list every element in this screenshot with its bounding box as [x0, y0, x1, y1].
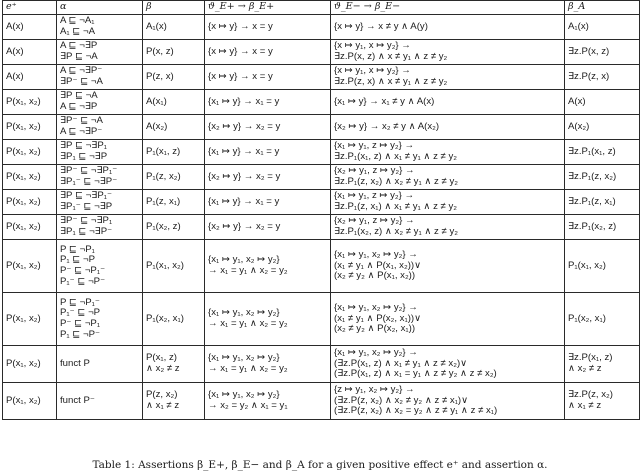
cell-theta-minus: [331, 140, 565, 165]
cell-theta-minus: [331, 346, 565, 383]
table-row: [3, 115, 640, 140]
cell-alpha-line: ∃P ⊑ ¬∃P₁: [60, 140, 107, 152]
cell-theta-minus-line: ∃z.P₁(x₁, z) ∧ x₁ ≠ y₁ ∧ z ≠ y₂: [334, 151, 457, 162]
cell-beta-a: [565, 65, 640, 90]
cell-alpha: [57, 165, 143, 190]
cell-theta-plus-line: → x₁ = y₁ ∧ x₂ = y₂: [208, 363, 288, 374]
table-caption: Table 1: Assertions β_E+, β_E− and β_A for a given positive effect e⁺ and assertion α.: [92, 459, 548, 471]
cell-beta: [143, 90, 205, 115]
cell-alpha: [57, 115, 143, 140]
cell-e-plus: [3, 346, 57, 383]
cell-beta-a-line: ∃z.P(x₁, z): [568, 352, 613, 364]
cell-alpha-line: A₁ ⊑ ¬A: [60, 26, 96, 37]
cell-beta-a-line: ∃z.P(x, z): [568, 45, 610, 57]
cell-alpha: [57, 15, 143, 40]
cell-alpha-line: ∃P₁ ⊑ ¬∃P: [60, 151, 108, 162]
table-row: [3, 215, 640, 240]
header-e-plus: e⁺: [3, 1, 57, 15]
cell-alpha-line: A ⊑ ¬∃P: [60, 40, 98, 52]
cell-theta-plus: [205, 40, 331, 65]
cell-theta-minus-line: {x ↦ y₁, x ↦ y₂} →: [334, 40, 411, 52]
cell-beta: [143, 115, 205, 140]
cell-theta-minus-line: {x₂ ↦ y} → x₂ ≠ y ∧ A(x₂): [334, 120, 440, 132]
cell-theta-plus: [205, 15, 331, 40]
cell-beta-a-line: A(x): [568, 95, 586, 107]
cell-beta-a: [565, 240, 640, 293]
cell-theta-minus-line: {x ↦ y} → x ≠ y ∧ A(y): [334, 20, 428, 32]
cell-beta-a: [565, 15, 640, 40]
cell-alpha-line: P₁ ⊑ ¬P⁻: [60, 328, 101, 340]
cell-theta-plus: [205, 115, 331, 140]
cell-e-plus: [3, 65, 57, 90]
cell-beta: [143, 15, 205, 40]
cell-e-plus: [3, 190, 57, 215]
cell-beta-line: P₁(x₂, x₁): [146, 312, 184, 324]
cell-beta-line: P₁(x₁, x₂): [146, 259, 184, 271]
cell-e-plus: [3, 165, 57, 190]
cell-alpha-line: ∃P₁ ⊑ ¬∃P⁻: [60, 226, 113, 237]
cell-theta-minus-line: ∃z.P(x, z) ∧ x ≠ y₁ ∧ z ≠ y₂: [334, 51, 448, 62]
cell-beta-line: P₁(x₁, z): [146, 145, 181, 157]
cell-beta-a: [565, 215, 640, 240]
cell-e-plus-text: P(x₁, x₂): [6, 312, 41, 324]
cell-beta: [143, 346, 205, 383]
cell-e-plus-text: P(x₁, x₂): [6, 95, 41, 107]
cell-theta-minus: [331, 90, 565, 115]
cell-e-plus-text: A(x): [6, 45, 24, 57]
table-header-row: [3, 1, 640, 15]
cell-theta-minus-line: {x₁ ↦ y₁, x₂ ↦ y₂} →: [334, 249, 418, 261]
table-row: [3, 165, 640, 190]
cell-theta-minus-line: {x₁ ↦ y₁, x₂ ↦ y₂} →: [334, 347, 418, 359]
table-row: [3, 190, 640, 215]
cell-theta-plus-line: {x ↦ y} → x = y: [208, 20, 273, 32]
cell-theta-minus-line: (∃z.P(x₁, z) ∧ x₁ = y₁ ∧ z ≠ y₂ ∧ z ≠ x₂): [334, 368, 497, 380]
cell-theta-plus-line: {x₂ ↦ y} → x₂ = y: [208, 220, 281, 232]
table-row: [3, 240, 640, 293]
cell-beta-a: [565, 346, 640, 383]
cell-beta-line: ∧ x₁ ≠ z: [146, 400, 180, 411]
cell-theta-minus-line: (x₂ ≠ y₂ ∧ P(x₁, x₂)): [334, 270, 416, 282]
cell-theta-minus-line: {x₁ ↦ y} → x₁ ≠ y ∧ A(x): [334, 95, 435, 107]
header-beta: β: [143, 1, 205, 15]
cell-beta-a-line: ∃z.P(z, x): [568, 70, 610, 82]
cell-theta-plus-line: {x ↦ y} → x = y: [208, 70, 273, 82]
cell-beta-a-line: ∃z.P₁(x₁, z): [568, 145, 616, 157]
cell-beta-a-line: A(x₂): [568, 120, 590, 132]
cell-e-plus-text: A(x): [6, 70, 24, 82]
cell-theta-minus: [331, 15, 565, 40]
cell-alpha: [57, 240, 143, 293]
cell-theta-minus-line: (x₁ ≠ y₁ ∧ P(x₁, x₂))∨: [334, 259, 422, 271]
cell-beta: [143, 383, 205, 420]
table-row: [3, 15, 640, 40]
assertions-table: [2, 0, 640, 420]
cell-beta: [143, 40, 205, 65]
cell-beta-a: [565, 115, 640, 140]
table-row: [3, 383, 640, 420]
cell-beta-a-line: ∃z.P₁(z, x₂): [568, 170, 617, 182]
cell-alpha: [57, 40, 143, 65]
table-row: [3, 346, 640, 383]
cell-theta-minus-line: {z ↦ y₁, x₂ ↦ y₂} →: [334, 384, 415, 396]
cell-theta-minus: [331, 215, 565, 240]
cell-theta-plus-line: {x₁ ↦ y} → x₁ = y: [208, 195, 280, 207]
cell-e-plus-text: P(x₁, x₂): [6, 357, 41, 369]
cell-theta-plus-line: {x₁ ↦ y₁, x₂ ↦ y₂}: [208, 307, 280, 319]
header-alpha: α: [57, 1, 143, 15]
cell-theta-minus: [331, 293, 565, 346]
header-theta-minus: ϑ_E− → β_E−: [331, 1, 565, 15]
cell-theta-minus: [331, 165, 565, 190]
cell-theta-plus: [205, 293, 331, 346]
cell-theta-minus: [331, 240, 565, 293]
cell-alpha-line: funct P: [60, 357, 90, 369]
cell-beta-line: A₁(x): [146, 20, 167, 32]
cell-beta-a: [565, 140, 640, 165]
cell-alpha-line: A ⊑ ¬∃P⁻: [60, 65, 103, 77]
cell-theta-minus: [331, 190, 565, 215]
cell-theta-plus-line: {x ↦ y} → x = y: [208, 45, 273, 57]
cell-e-plus: [3, 115, 57, 140]
cell-beta-a-line: ∧ x₂ ≠ z: [568, 363, 602, 374]
cell-alpha-line: P₁ ⊑ ¬P: [60, 254, 96, 266]
cell-theta-minus-line: {x₁ ↦ y₁, z ↦ y₂} →: [334, 140, 415, 152]
cell-theta-plus-line: {x₁ ↦ y₁, x₂ ↦ y₂}: [208, 389, 280, 401]
cell-alpha-line: ∃P⁻ ⊑ ¬∃P₁⁻: [60, 165, 118, 177]
cell-beta: [143, 293, 205, 346]
cell-theta-plus-line: {x₂ ↦ y} → x₂ = y: [208, 170, 281, 182]
cell-theta-minus-line: (∃z.P(z, x₂) ∧ x₂ = y₂ ∧ z ≠ y₁ ∧ z ≠ x₁): [334, 405, 498, 417]
cell-beta-a-line: P₁(x₁, x₂): [568, 259, 606, 271]
cell-beta-a: [565, 190, 640, 215]
cell-beta: [143, 240, 205, 293]
cell-beta-a: [565, 165, 640, 190]
cell-beta-a: [565, 293, 640, 346]
cell-theta-plus: [205, 383, 331, 420]
cell-beta: [143, 65, 205, 90]
cell-beta: [143, 215, 205, 240]
cell-e-plus: [3, 15, 57, 40]
cell-alpha-line: ∃P₁⁻ ⊑ ¬∃P: [60, 201, 113, 212]
cell-theta-minus: [331, 383, 565, 420]
cell-alpha-line: A ⊑ ¬∃P: [60, 101, 98, 112]
table-row: [3, 40, 640, 65]
cell-theta-minus-line: (∃z.P(z, x₂) ∧ x₂ ≠ y₂ ∧ z ≠ x₁)∨: [334, 394, 469, 406]
table-body: [3, 15, 640, 420]
table-row: [3, 90, 640, 115]
cell-theta-plus-line: {x₂ ↦ y} → x₂ = y: [208, 120, 281, 132]
cell-beta-line: ∧ x₂ ≠ z: [146, 363, 180, 374]
cell-e-plus-text: P(x₁, x₂): [6, 120, 41, 132]
cell-beta: [143, 140, 205, 165]
cell-e-plus: [3, 90, 57, 115]
cell-beta-line: P₁(x₂, z): [146, 220, 181, 232]
cell-theta-plus-line: {x₁ ↦ y₁, x₂ ↦ y₂}: [208, 352, 280, 364]
cell-e-plus: [3, 140, 57, 165]
cell-theta-minus-line: ∃z.P(z, x) ∧ x ≠ y₁ ∧ z ≠ y₂: [334, 76, 448, 87]
cell-theta-plus-line: → x₁ = y₁ ∧ x₂ = y₂: [208, 265, 288, 276]
cell-theta-minus-line: ∃z.P₁(z, x₁) ∧ x₁ ≠ y₁ ∧ z ≠ y₂: [334, 201, 457, 212]
cell-beta-a: [565, 90, 640, 115]
cell-theta-plus-line: → x₂ = y₂ ∧ x₁ = y₁: [208, 400, 288, 411]
cell-theta-minus-line: ∃z.P₁(x₂, z) ∧ x₂ ≠ y₁ ∧ z ≠ y₂: [334, 226, 458, 237]
cell-alpha: [57, 190, 143, 215]
cell-alpha-line: A ⊑ ¬A₁: [60, 15, 95, 27]
cell-beta: [143, 190, 205, 215]
cell-e-plus: [3, 40, 57, 65]
cell-alpha-line: P ⊑ ¬P₁⁻: [60, 296, 100, 308]
cell-beta: [143, 165, 205, 190]
cell-alpha-line: P₁⁻ ⊑ ¬P⁻: [60, 275, 106, 287]
cell-theta-minus-line: {x₂ ↦ y₁, z ↦ y₂} →: [334, 215, 415, 227]
cell-beta-a-line: ∧ x₁ ≠ z: [568, 400, 602, 411]
cell-beta-a-line: P₁(x₂, x₁): [568, 312, 606, 324]
cell-beta-line: P(x₁, z): [146, 352, 177, 364]
cell-beta-line: P(z, x₂): [146, 389, 178, 401]
cell-theta-minus-line: (x₂ ≠ y₂ ∧ P(x₂, x₁)): [334, 323, 416, 335]
cell-theta-minus-line: {x ↦ y₁, x ↦ y₂} →: [334, 65, 411, 77]
cell-theta-minus: [331, 40, 565, 65]
cell-alpha-line: funct P⁻: [60, 394, 95, 406]
cell-theta-plus-line: {x₁ ↦ y} → x₁ = y: [208, 145, 280, 157]
cell-beta-line: P(x, z): [146, 45, 174, 57]
cell-alpha-line: ∃P ⊑ ¬∃P₁⁻: [60, 190, 113, 202]
cell-alpha: [57, 346, 143, 383]
cell-theta-plus-line: → x₁ = y₁ ∧ x₂ = y₂: [208, 318, 288, 329]
cell-beta-line: P(z, x): [146, 70, 174, 82]
cell-alpha-line: P⁻ ⊑ ¬P₁: [60, 318, 101, 329]
cell-beta-line: P₁(z, x₁): [146, 195, 181, 207]
cell-e-plus-text: P(x₁, x₂): [6, 195, 41, 207]
cell-theta-minus: [331, 65, 565, 90]
cell-beta-line: P₁(z, x₂): [146, 170, 181, 182]
cell-alpha-line: P⁻ ⊑ ¬P₁⁻: [60, 265, 106, 276]
cell-e-plus-text: P(x₁, x₂): [6, 170, 41, 182]
cell-e-plus-text: P(x₁, x₂): [6, 394, 41, 406]
cell-theta-plus: [205, 240, 331, 293]
cell-alpha-line: P ⊑ ¬P₁: [60, 243, 95, 255]
table-row: [3, 65, 640, 90]
cell-beta-a-line: A₁(x): [568, 20, 589, 32]
cell-theta-plus: [205, 215, 331, 240]
header-theta-plus: ϑ_E+ → β_E+: [205, 1, 331, 15]
cell-theta-minus-line: {x₂ ↦ y₁, z ↦ y₂} →: [334, 165, 415, 177]
cell-alpha: [57, 90, 143, 115]
cell-theta-plus-line: {x₁ ↦ y₁, x₂ ↦ y₂}: [208, 254, 280, 266]
cell-theta-plus-line: {x₁ ↦ y} → x₁ = y: [208, 95, 280, 107]
cell-e-plus: [3, 293, 57, 346]
cell-theta-minus-line: (x₁ ≠ y₁ ∧ P(x₂, x₁))∨: [334, 312, 422, 324]
cell-theta-plus: [205, 140, 331, 165]
cell-e-plus-text: A(x): [6, 20, 24, 32]
cell-beta-a: [565, 383, 640, 420]
cell-beta-line: A(x₁): [146, 95, 167, 107]
cell-beta-a-line: ∃z.P₁(z, x₁): [568, 195, 616, 207]
cell-theta-minus-line: (∃z.P(x₁, z) ∧ x₁ ≠ y₁ ∧ z ≠ x₂)∨: [334, 357, 468, 369]
cell-alpha: [57, 140, 143, 165]
cell-theta-plus: [205, 90, 331, 115]
cell-beta-a: [565, 40, 640, 65]
cell-theta-plus: [205, 190, 331, 215]
cell-theta-plus: [205, 165, 331, 190]
cell-alpha-line: P₁⁻ ⊑ ¬P: [60, 307, 101, 319]
cell-alpha: [57, 65, 143, 90]
cell-alpha: [57, 215, 143, 240]
table-row: [3, 140, 640, 165]
cell-e-plus: [3, 215, 57, 240]
header-beta-a: β_A: [565, 1, 640, 15]
cell-theta-plus: [205, 65, 331, 90]
cell-e-plus: [3, 240, 57, 293]
cell-alpha-line: ∃P ⊑ ¬A: [60, 90, 98, 102]
cell-beta-line: A(x₂): [146, 120, 168, 132]
cell-alpha-line: ∃P⁻ ⊑ ¬∃P₁: [60, 215, 113, 227]
cell-alpha: [57, 383, 143, 420]
cell-e-plus-text: P(x₁, x₂): [6, 145, 41, 157]
cell-alpha-line: ∃P⁻ ⊑ ¬A: [60, 76, 103, 87]
cell-e-plus-text: P(x₁, x₂): [6, 220, 41, 232]
cell-alpha-line: ∃P ⊑ ¬A: [60, 51, 98, 62]
table-row: [3, 293, 640, 346]
cell-alpha: [57, 293, 143, 346]
cell-theta-minus-line: {x₁ ↦ y₁, x₂ ↦ y₂} →: [334, 302, 418, 314]
cell-theta-minus-line: ∃z.P₁(z, x₂) ∧ x₂ ≠ y₁ ∧ z ≠ y₂: [334, 176, 458, 187]
cell-alpha-line: ∃P⁻ ⊑ ¬A: [60, 115, 103, 127]
cell-theta-minus: [331, 115, 565, 140]
cell-e-plus: [3, 383, 57, 420]
cell-theta-minus-line: {x₁ ↦ y₁, z ↦ y₂} →: [334, 190, 415, 202]
cell-alpha-line: ∃P₁⁻ ⊑ ¬∃P⁻: [60, 176, 118, 187]
cell-beta-a-line: ∃z.P(z, x₂): [568, 389, 613, 401]
cell-beta-a-line: ∃z.P₁(x₂, z): [568, 220, 617, 232]
cell-e-plus-text: P(x₁, x₂): [6, 259, 41, 271]
cell-alpha-line: A ⊑ ¬∃P⁻: [60, 126, 103, 137]
cell-theta-plus: [205, 346, 331, 383]
